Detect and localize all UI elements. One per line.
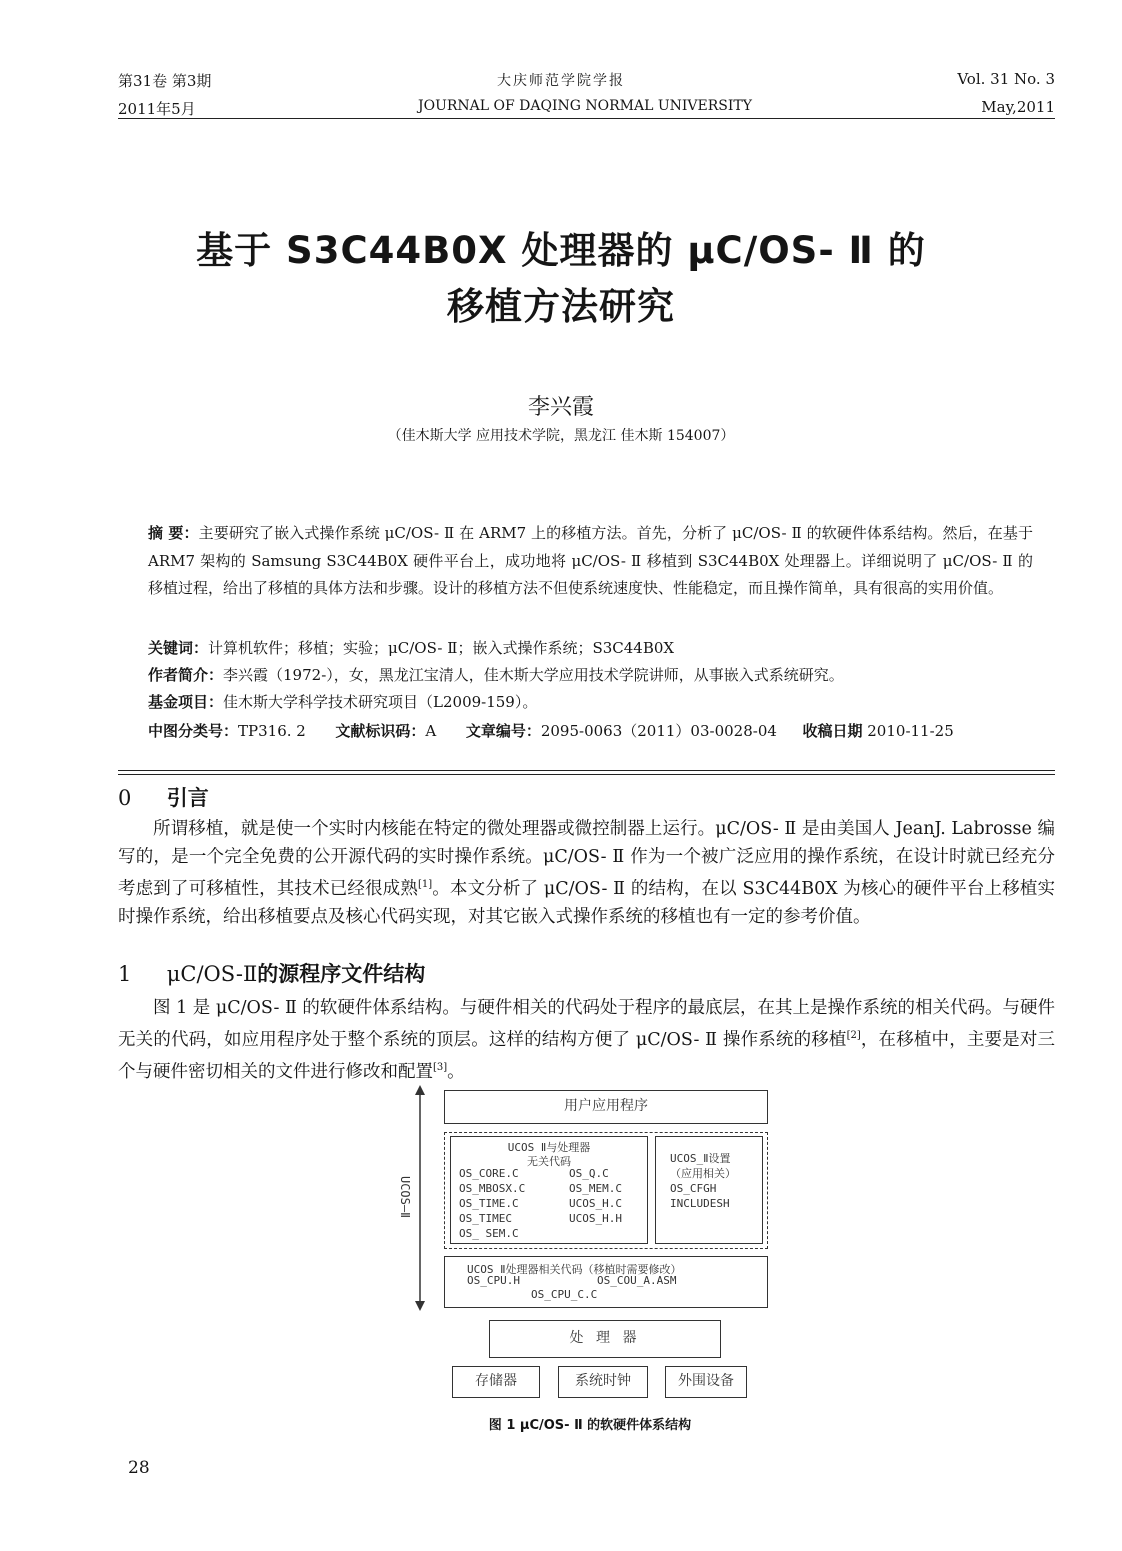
- file-os-cpu-c: OS_CPU_C.C: [531, 1288, 598, 1301]
- classification: [148, 720, 954, 741]
- app-label: 用户应用程序: [564, 1098, 648, 1114]
- section-0-paragraph: [118, 815, 1055, 931]
- file-os-cfg: OS_CFGH: [670, 1182, 717, 1195]
- section-0-title: 引言: [166, 786, 209, 810]
- memory-label: 存储器: [475, 1373, 517, 1389]
- file-os-q: OS_Q.C: [569, 1167, 609, 1180]
- clc-label: 中图分类号：: [148, 722, 239, 740]
- keywords-label: 关键词：: [148, 639, 209, 657]
- independent-code-box: [450, 1136, 648, 1244]
- header-rule: [118, 118, 1055, 119]
- file-os-mem: OS_MEM.C: [569, 1182, 622, 1195]
- affiliation: （佳木斯大学 应用技术学院，黑龙江 佳木斯 154007）: [387, 428, 735, 444]
- author-bio-text: 李兴霞（1972-），女，黑龙江宝清人，佳木斯大学应用技术学院讲师，从事嵌入式系统研究。: [223, 666, 844, 684]
- file-includes: INCLUDESH: [670, 1197, 730, 1210]
- ucos-side-label: UCOS—Ⅱ: [398, 1175, 413, 1219]
- fund-text: 佳木斯大学科学技术研究项目（L2009-159）。: [223, 693, 538, 711]
- article-number-value: 2095-0063（2011）03-0028-04: [540, 722, 777, 740]
- file-os-sem: OS_ SEM.C: [459, 1227, 519, 1240]
- author-bio-label: 作者简介：: [148, 666, 224, 684]
- keywords-text: 计算机软件；移植；实验；μC/OS- Ⅱ；嵌入式操作系统；S3C44B0X: [208, 639, 675, 657]
- dependent-code-box: [444, 1256, 768, 1308]
- independent-files-right: [569, 1166, 622, 1226]
- header-date-en: May,2011: [981, 98, 1055, 116]
- section-1-citation-3: [3]: [433, 1061, 448, 1073]
- section-0-text-a: 所谓移植，就是使一个实时内核能在特定的微处理器或微控制器上运行。μC/OS- Ⅱ 是由美国人 JeanJ. Labrosse 编写的，是一个完全免费的公开源代码的实时操作系统。μC/OS- Ⅱ 作为一个被广泛应用的操作系统，在设计时就已经充分考虑到了可移植性，其技术已经很成熟: [118, 819, 1055, 899]
- header-volume-issue: 第31卷 第3期: [118, 72, 212, 90]
- config-title-2: （应用相关）: [670, 1167, 736, 1180]
- section-0-citation-1: [1]: [417, 879, 433, 890]
- abstract: [148, 520, 1033, 603]
- section-1-text-c: 。: [447, 1061, 465, 1082]
- header-journal-en: JOURNAL OF DAQING NORMAL UNIVERSITY: [417, 98, 753, 114]
- os-layer-box: [444, 1132, 768, 1249]
- file-ucos-h-h: UCOS_H.H: [569, 1212, 622, 1225]
- abstract-rule-2: [118, 774, 1055, 775]
- abstract-rule-1: [118, 770, 1055, 771]
- title-line-1: 基于 S3C44B0X 处理器的 μC/OS- Ⅱ 的: [196, 229, 926, 272]
- section-1-title-prefix: μC/OS-Ⅱ: [166, 962, 258, 986]
- article-number-label: 文章编号：: [465, 722, 541, 740]
- section-1-text-a: 图 1 是 μC/OS- Ⅱ 的软硬件体系结构。与硬件相关的代码处于程序的最底层，在其上是操作系统的相关代码。与硬件无关的代码，如应用程序处于整个系统的顶层。这样的结构方便了 μC/OS- Ⅱ 操作系统的移植: [118, 998, 1055, 1050]
- author-bio: [148, 664, 844, 685]
- file-os-cpu-h: OS_CPU.H: [467, 1274, 520, 1287]
- fund: [148, 691, 537, 712]
- peripheral-label: 外围设备: [678, 1373, 734, 1389]
- file-os-cpu-a: OS_COU_A.ASM: [597, 1274, 677, 1287]
- section-1-heading: [118, 958, 425, 988]
- fund-label: 基金项目：: [148, 693, 224, 711]
- independent-code-title-1: UCOS Ⅱ与处理器: [507, 1141, 591, 1154]
- peripheral-box: [665, 1366, 747, 1398]
- cpu-label: 处 理 器: [569, 1330, 641, 1346]
- config-title-1: UCOS_Ⅱ设置: [670, 1152, 731, 1165]
- ucos-span-arrow: [408, 1085, 432, 1311]
- abstract-text: 主要研究了嵌入式操作系统 μC/OS- Ⅱ 在 ARM7 上的移植方法。首先，分析了 μC/OS- Ⅱ 的软硬件体系结构。然后，在基于 ARM7 架构的 Samsung S3C44B0X 硬件平台上，成功地将 μC/OS- Ⅱ 移植到 S3C44B0X 处理器上。详细说明了 μC/OS- Ⅱ 的移植过程，给出了移植的具体方法和步骤。设计的移植方法不但使系统速度快、性能稳定，而且操作简单，具有很高的实用价值。: [148, 524, 1033, 597]
- clc-value: TP316. 2: [238, 722, 306, 740]
- doc-code-label: 文献标识码：: [335, 722, 426, 740]
- abstract-label: 摘 要：: [148, 524, 199, 542]
- independent-code-title-2: 无关代码: [527, 1155, 571, 1168]
- section-1-number: 1: [118, 962, 132, 986]
- title-line-2: 移植方法研究: [447, 285, 675, 328]
- section-1-text-b: ，在移植中，主要是对三个与硬件密切相关的文件进行修改和配置: [118, 1029, 1055, 1082]
- author: 李兴霞: [527, 395, 594, 420]
- header-journal-cn: 大庆师范学院学报: [497, 73, 625, 89]
- received-date-value: 2010-11-25: [867, 722, 954, 740]
- file-os-core: OS_CORE.C: [459, 1167, 519, 1180]
- keywords: [148, 637, 674, 658]
- header-volume-en: Vol. 31 No. 3: [957, 70, 1055, 88]
- file-os-time: OS_TIME.C: [459, 1197, 519, 1210]
- doc-code-value: A: [425, 722, 437, 740]
- app-box: [444, 1090, 768, 1124]
- figure-caption: 图 1 μC/OS- Ⅱ 的软硬件体系结构: [488, 1418, 692, 1433]
- header-date: 2011年5月: [118, 100, 196, 118]
- section-0-heading: [118, 782, 209, 812]
- file-os-mbosx: OS_MBOSX.C: [459, 1182, 526, 1195]
- clock-label: 系统时钟: [575, 1373, 631, 1389]
- section-0-text-b: 。本文分析了 μC/OS- Ⅱ 的结构，在以 S3C44B0X 为核心的硬件平台上移植实时操作系统，给出移植要点及核心代码实现，对其它嵌入式操作系统的移植也有一定的参考价值。: [118, 878, 1055, 927]
- memory-box: [452, 1366, 540, 1398]
- dependent-code-title: UCOS Ⅱ处理器相关代码（移植时需要修改）: [467, 1263, 682, 1276]
- clock-box: [558, 1366, 648, 1398]
- file-ucos-h-c: UCOS_H.C: [569, 1197, 622, 1210]
- file-os-timec: OS_TIMEC: [459, 1212, 512, 1225]
- section-1-citation-2: [2]: [846, 1030, 861, 1041]
- page-number: 28: [128, 1458, 150, 1478]
- received-date-label: 收稿日期: [802, 722, 863, 740]
- cpu-box: [489, 1320, 721, 1358]
- config-box: [655, 1136, 763, 1244]
- independent-files-left: [459, 1166, 525, 1241]
- section-1-paragraph: [118, 994, 1055, 1086]
- section-0-number: 0: [118, 786, 132, 810]
- section-1-title: 的源程序文件结构: [257, 962, 426, 986]
